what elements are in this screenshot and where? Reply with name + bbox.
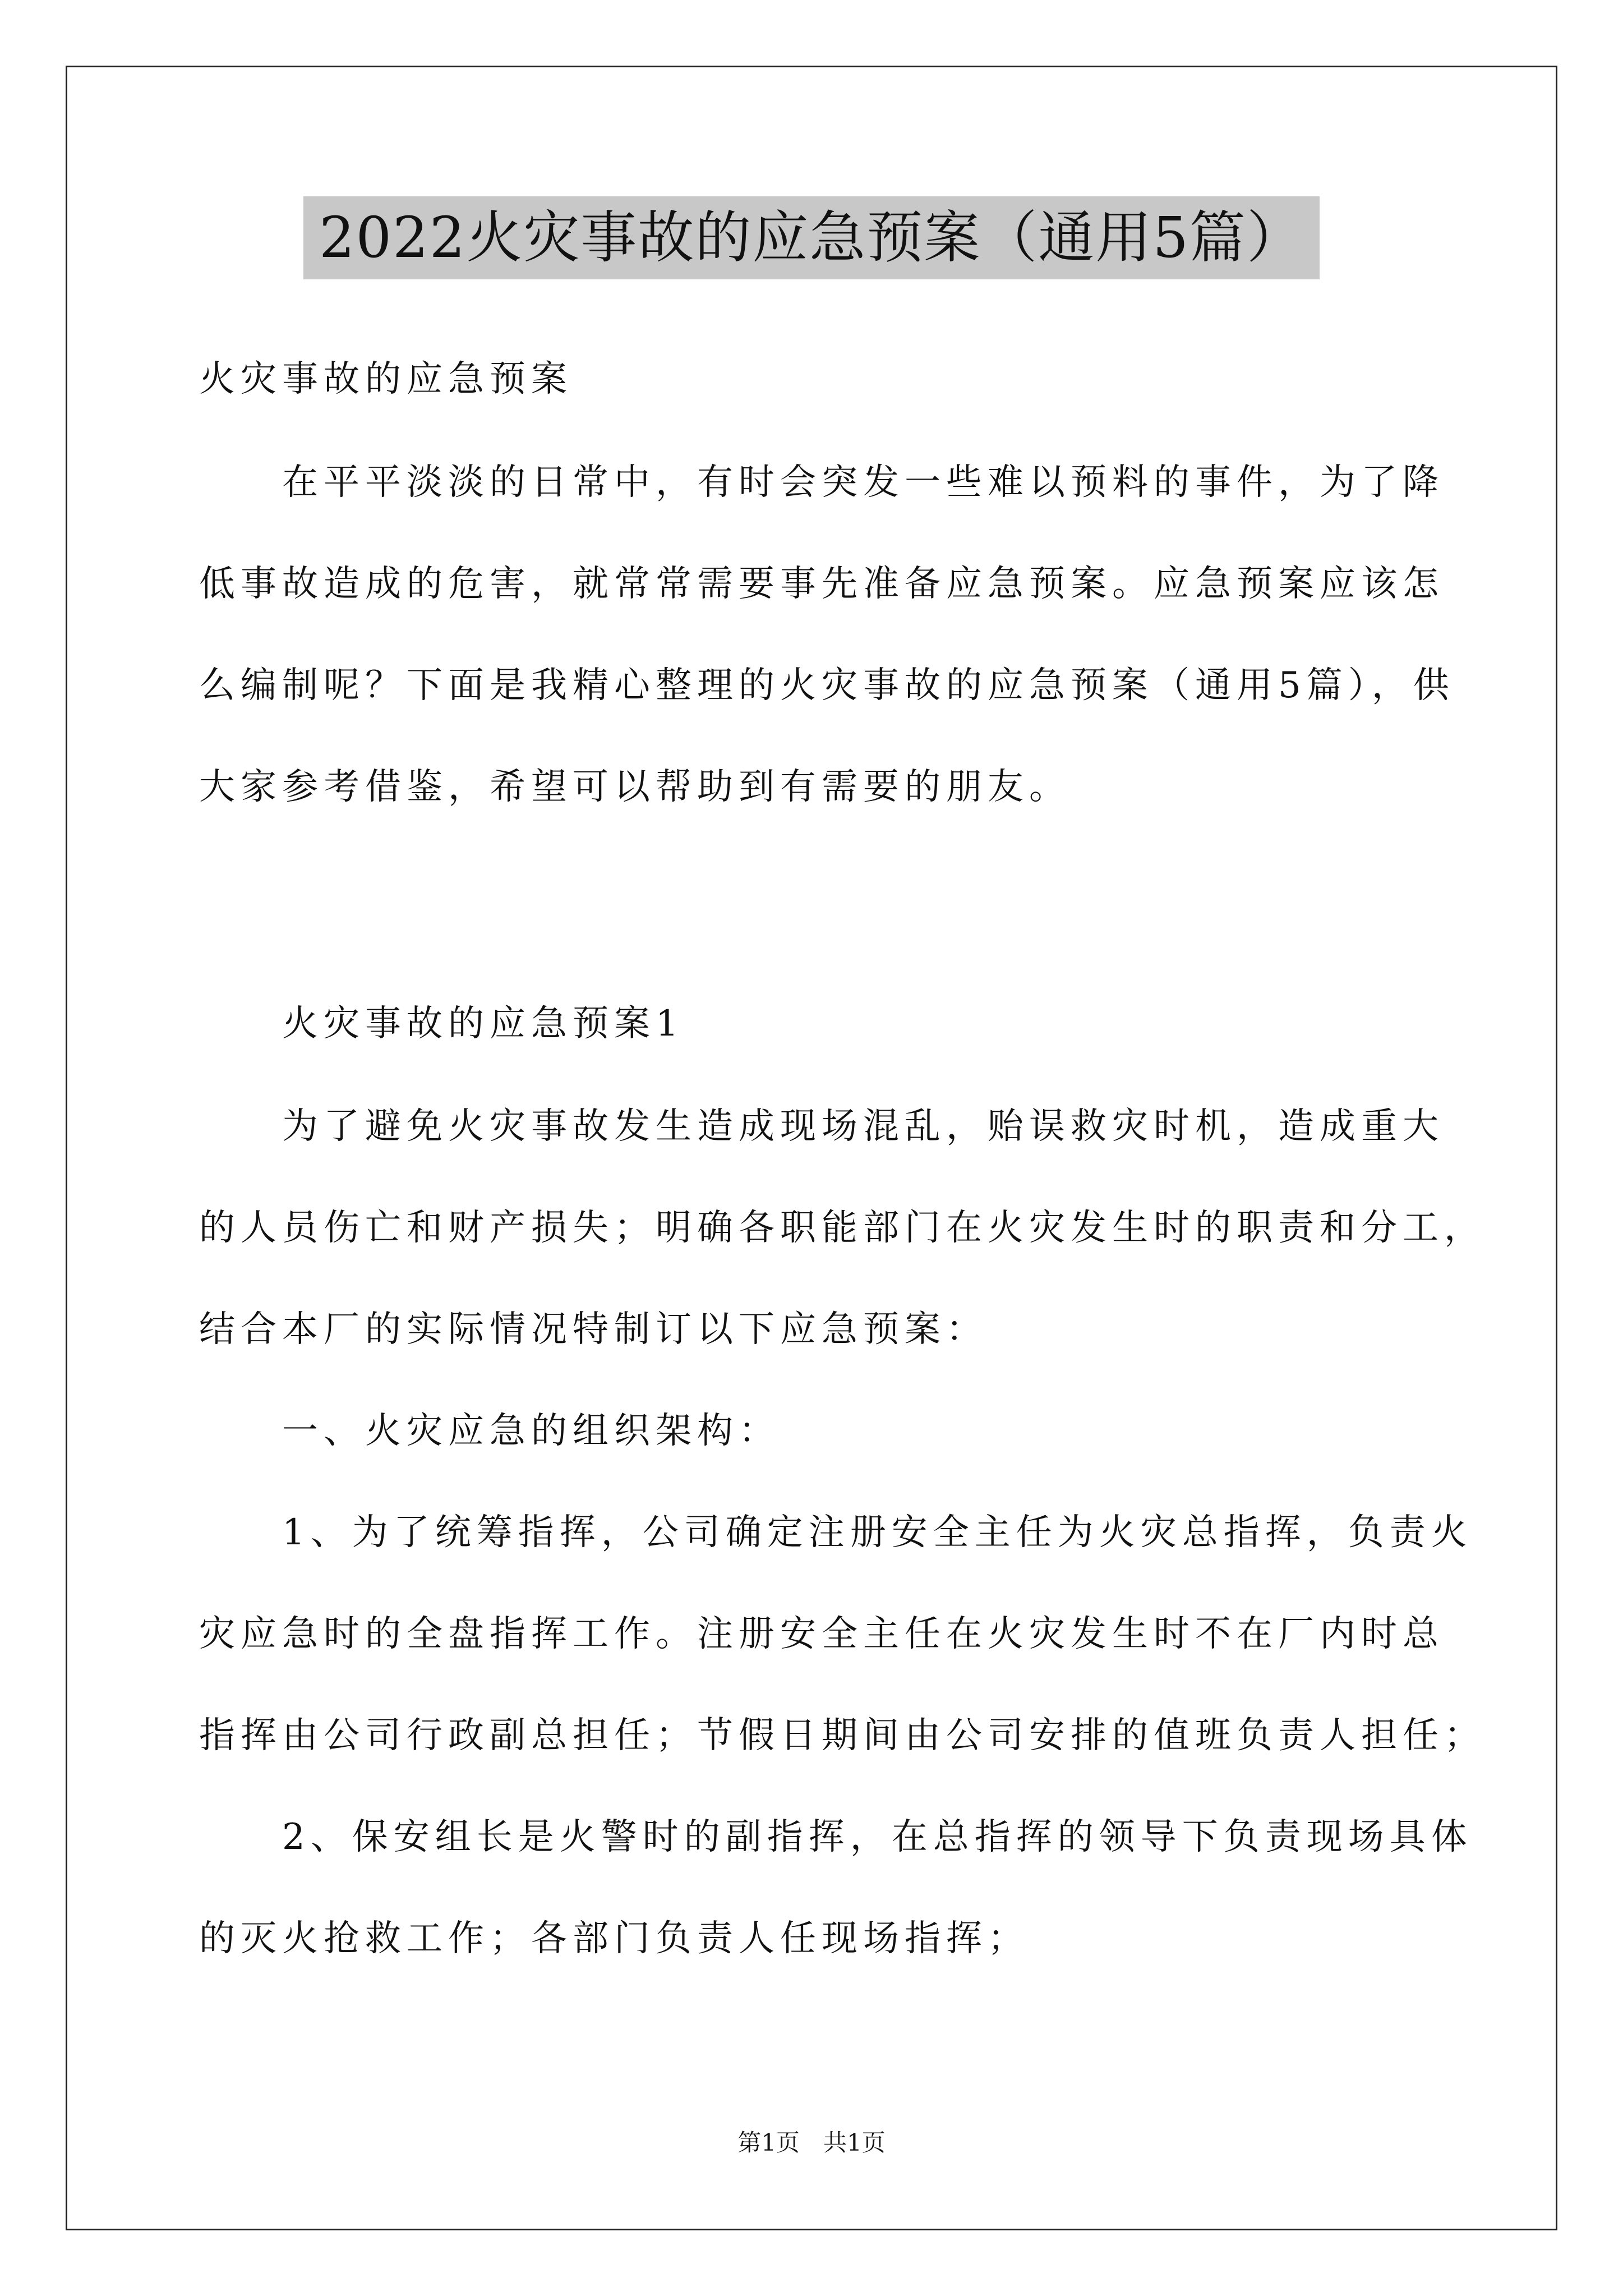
intro-line: 低事故造成的危害，就常常需要事先准备应急预案。应急预案应该怎 bbox=[199, 563, 1444, 605]
body-text bbox=[199, 1076, 1486, 1990]
intro-line: 么编制呢？下面是我精心整理的火灾事故的应急预案（通用5篇），供 bbox=[199, 665, 1455, 706]
section-heading-block bbox=[199, 973, 1428, 1075]
document-subtitle: 火灾事故的应急预案 bbox=[199, 358, 573, 400]
intro-line: 在平平淡淡的日常中，有时会突发一些难以预料的事件，为了降 bbox=[199, 462, 1444, 503]
intro-paragraph bbox=[199, 432, 1455, 838]
title-container bbox=[0, 196, 1623, 279]
body-line: 1、为了统筹指挥，公司确定注册安全主任为火灾总指挥，负责火 bbox=[199, 1512, 1473, 1553]
body-line: 的人员伤亡和财产损失；明确各职能部门在火灾发生时的职责和分工， bbox=[199, 1207, 1486, 1249]
body-line: 结合本厂的实际情况特制订以下应急预案： bbox=[199, 1309, 988, 1350]
body-line: 一、火灾应急的组织架构： bbox=[199, 1410, 780, 1452]
page-footer: 第1页 共1页 bbox=[737, 2129, 886, 2156]
body-line: 灾应急时的全盘指挥工作。注册安全主任在火灾发生时不在厂内时总 bbox=[199, 1613, 1444, 1655]
body-line: 2、保安组长是火警时的副指挥，在总指挥的领导下负责现场具体 bbox=[199, 1816, 1473, 1858]
document-title: 2022火灾事故的应急预案（通用5篇） bbox=[303, 196, 1320, 279]
intro-line: 大家参考借鉴，希望可以帮助到有需要的朋友。 bbox=[199, 766, 1071, 808]
body-line: 为了避免火灾事故发生造成现场混乱，贻误救灾时机，造成重大 bbox=[199, 1106, 1444, 1147]
document-subtitle-block bbox=[199, 329, 1428, 430]
body-line: 的灭火抢救工作；各部门负责人任现场指挥； bbox=[199, 1918, 1029, 1959]
section-heading: 火灾事故的应急预案1 bbox=[199, 1003, 684, 1045]
body-line: 指挥由公司行政副总担任；节假日期间由公司安排的值班负责人担任； bbox=[199, 1715, 1486, 1756]
